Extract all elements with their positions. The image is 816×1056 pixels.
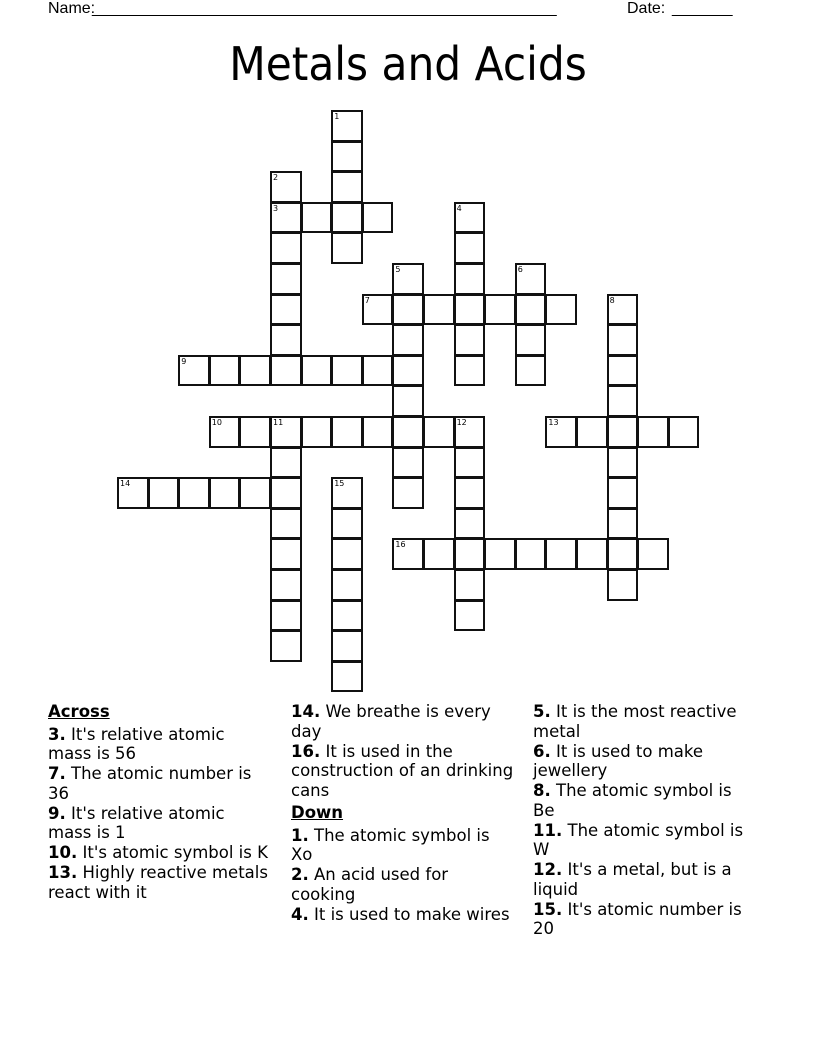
clue-number: 8 — [609, 295, 615, 305]
grid-cell[interactable] — [607, 538, 639, 570]
clue-number: 10 — [211, 418, 222, 427]
grid-cell[interactable] — [392, 263, 424, 295]
clue-across-7: 7. The atomic number is 36 — [48, 764, 252, 803]
grid-cell[interactable] — [270, 202, 302, 234]
clue-number: 14 — [120, 479, 131, 489]
grid-cell[interactable] — [392, 477, 424, 509]
date-label: Date: — [627, 0, 666, 17]
grid-cell[interactable] — [209, 355, 241, 387]
down-heading: Down — [291, 803, 344, 822]
grid-cell[interactable] — [362, 355, 394, 387]
grid-cell[interactable] — [362, 294, 394, 326]
grid-cell[interactable] — [239, 416, 271, 448]
clue-number: 2 — [273, 173, 279, 183]
grid-cell[interactable] — [331, 110, 363, 142]
grid-cell[interactable] — [454, 416, 486, 448]
grid-cell[interactable] — [668, 416, 700, 448]
clue-across-13: 13. Highly reactive metals react with it — [48, 863, 268, 902]
across-heading: Across — [48, 702, 110, 721]
clue-number: 7 — [364, 295, 370, 305]
clues-column-2 — [291, 702, 516, 925]
clue-down-11: 11. The atomic symbol is W — [533, 820, 744, 859]
clue-number: 1 — [334, 112, 340, 121]
grid-cell[interactable] — [362, 202, 394, 234]
grid-cell[interactable] — [637, 416, 669, 448]
grid-cell[interactable] — [331, 171, 363, 203]
clue-down-8: 8. The atomic symbol is Be — [533, 781, 732, 820]
clue-down-1: 1. The atomic symbol is Xo — [291, 825, 490, 864]
grid-cell[interactable] — [607, 477, 639, 509]
grid-cell[interactable] — [270, 477, 302, 509]
grid-cell[interactable] — [331, 569, 363, 601]
grid-cell[interactable] — [331, 600, 363, 632]
grid-cell[interactable] — [270, 324, 302, 356]
grid-cell[interactable] — [545, 294, 577, 326]
date-blank[interactable]: _______ — [672, 0, 733, 17]
grid-cell[interactable] — [607, 385, 639, 417]
grid-cell[interactable] — [423, 538, 455, 570]
grid-cell[interactable] — [331, 477, 363, 509]
grid-cell[interactable] — [454, 447, 486, 479]
grid-cell[interactable] — [607, 447, 639, 479]
grid-cell[interactable] — [454, 294, 486, 326]
grid-cell[interactable] — [515, 263, 547, 295]
grid-cell[interactable] — [392, 538, 424, 570]
clue-number: 3 — [273, 203, 279, 213]
grid-cell[interactable] — [239, 355, 271, 387]
grid-cell[interactable] — [270, 508, 302, 540]
grid-cell[interactable] — [545, 538, 577, 570]
grid-cell[interactable] — [392, 355, 424, 387]
grid-cell[interactable] — [331, 538, 363, 570]
grid-cell[interactable] — [454, 600, 486, 632]
grid-cell[interactable] — [392, 294, 424, 326]
grid-cell[interactable] — [270, 447, 302, 479]
clue-across-3: 3. It's relative atomic mass is 56 — [48, 724, 225, 763]
grid-cell[interactable] — [270, 232, 302, 264]
grid-cell[interactable] — [392, 447, 424, 479]
page-title: Metals and Acids — [229, 37, 587, 91]
grid-cell[interactable] — [331, 232, 363, 264]
clue-down-2: 2. An acid used for cooking — [291, 865, 449, 904]
grid-cell[interactable] — [117, 477, 149, 509]
grid-cell[interactable] — [270, 538, 302, 570]
grid-cell[interactable] — [515, 324, 547, 356]
grid-cell[interactable] — [331, 508, 363, 540]
clue-down-6: 6. It is used to make jewellery — [533, 741, 704, 780]
grid-cell[interactable] — [270, 630, 302, 662]
clue-down-5: 5. It is the most reactive metal — [533, 702, 737, 741]
grid-cell[interactable] — [392, 385, 424, 417]
grid-cell[interactable] — [607, 294, 639, 326]
clue-across-10: 10. It's atomic symbol is K — [48, 843, 268, 862]
grid-cell[interactable] — [270, 600, 302, 632]
grid-cell[interactable] — [331, 202, 363, 234]
grid-cell[interactable] — [209, 477, 241, 509]
grid-cell[interactable] — [209, 416, 241, 448]
grid-cell[interactable] — [331, 630, 363, 662]
clue-number: 6 — [517, 265, 523, 274]
grid-cell[interactable] — [270, 355, 302, 387]
grid-cell[interactable] — [607, 355, 639, 387]
grid-cell[interactable] — [239, 477, 271, 509]
grid-cell[interactable] — [178, 355, 210, 387]
grid-cell[interactable] — [454, 232, 486, 264]
clue-number: 5 — [395, 265, 401, 274]
grid-cell[interactable] — [148, 477, 180, 509]
grid-cell[interactable] — [331, 355, 363, 387]
clue-number: 13 — [548, 418, 559, 427]
grid-cell[interactable] — [454, 477, 486, 509]
grid-cell[interactable] — [607, 569, 639, 601]
grid-cell[interactable] — [270, 569, 302, 601]
clue-number: 9 — [181, 356, 187, 366]
grid-cell[interactable] — [362, 416, 394, 448]
clue-across-9: 9. It's relative atomic mass is 1 — [48, 803, 225, 842]
grid-cell[interactable] — [423, 294, 455, 326]
clues-column-1 — [48, 702, 273, 903]
grid-cell[interactable] — [515, 294, 547, 326]
clue-number: 16 — [395, 540, 406, 550]
grid-cell[interactable] — [331, 661, 363, 693]
clue-number: 12 — [456, 418, 467, 427]
clue-number: 15 — [334, 479, 345, 489]
grid-cell[interactable] — [515, 355, 547, 387]
clue-down-12: 12. It's a metal, but is a liquid — [533, 860, 732, 899]
grid-cell[interactable] — [454, 508, 486, 540]
grid-cell[interactable] — [392, 416, 424, 448]
clue-down-15: 15. It's atomic number is 20 — [533, 899, 742, 938]
grid-cell[interactable] — [454, 538, 486, 570]
clue-number: 4 — [456, 203, 462, 213]
grid-cell[interactable] — [270, 416, 302, 448]
grid-cell[interactable] — [454, 324, 486, 356]
grid-cell[interactable] — [270, 294, 302, 326]
grid-cell[interactable] — [545, 416, 577, 448]
grid-cell[interactable] — [484, 538, 516, 570]
clue-across-16: 16. It is used in the construction of an drinking cans — [291, 741, 514, 800]
grid-cell[interactable] — [301, 416, 333, 448]
grid-cell[interactable] — [392, 324, 424, 356]
grid-cell[interactable] — [331, 416, 363, 448]
name-blank[interactable]: ______________________________________________________ — [92, 0, 557, 17]
grid-cell[interactable] — [270, 263, 302, 295]
grid-cell[interactable] — [423, 416, 455, 448]
grid-cell[interactable] — [607, 324, 639, 356]
clues-column-3 — [533, 702, 758, 939]
grid-cell[interactable] — [454, 569, 486, 601]
grid-cell[interactable] — [301, 355, 333, 387]
name-label: Name: — [48, 0, 96, 17]
grid-cell[interactable] — [454, 263, 486, 295]
grid-cell[interactable] — [178, 477, 210, 509]
grid-cell[interactable] — [301, 202, 333, 234]
clue-down-4: 4. It is used to make wires — [291, 904, 510, 924]
grid-cell[interactable] — [607, 416, 639, 448]
grid-cell[interactable] — [454, 202, 486, 234]
grid-cell[interactable] — [270, 171, 302, 203]
grid-cell[interactable] — [607, 508, 639, 540]
grid-cell[interactable] — [576, 416, 608, 448]
grid-cell[interactable] — [331, 141, 363, 173]
grid-cell[interactable] — [637, 538, 669, 570]
grid-cell[interactable] — [576, 538, 608, 570]
grid-cell[interactable] — [454, 355, 486, 387]
grid-cell[interactable] — [484, 294, 516, 326]
clue-number: 11 — [273, 418, 284, 427]
clue-across-14: 14. We breathe is every day — [291, 702, 491, 741]
grid-cell[interactable] — [515, 538, 547, 570]
